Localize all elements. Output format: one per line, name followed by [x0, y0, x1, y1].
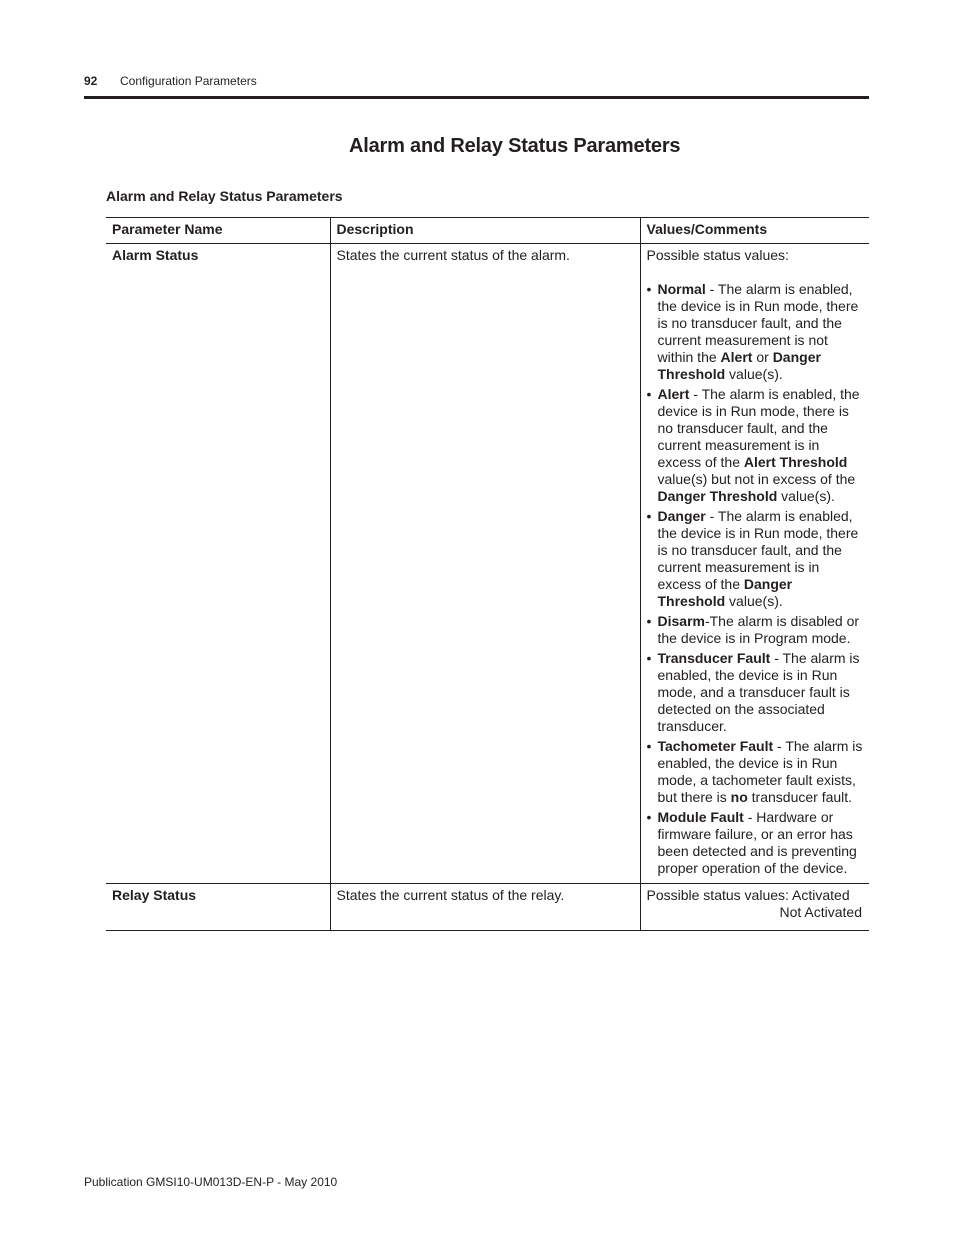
- parameter-description: States the current status of the relay.: [330, 884, 640, 931]
- status-term: Danger Threshold: [657, 488, 778, 504]
- status-term: Module Fault: [657, 809, 744, 825]
- status-term: Danger Threshold: [657, 349, 821, 382]
- column-header-description: Description: [330, 218, 640, 244]
- status-term: Transducer Fault: [657, 650, 771, 666]
- status-text: value(s).: [725, 366, 783, 382]
- status-term: Tachometer Fault: [657, 738, 774, 754]
- bullet-icon: •: [646, 809, 652, 825]
- table-row-alarm-status: [106, 244, 869, 884]
- status-text: value(s).: [777, 488, 835, 504]
- status-term: no: [730, 789, 748, 805]
- status-term: Normal: [657, 281, 706, 297]
- status-value-item: [647, 738, 864, 806]
- bullet-icon: •: [646, 613, 652, 629]
- status-term: Danger Threshold: [657, 576, 793, 609]
- status-text: or: [752, 349, 773, 365]
- status-term: Danger: [657, 508, 706, 524]
- column-header-parameter-name: Parameter Name: [106, 218, 330, 244]
- status-value-item: [647, 508, 864, 610]
- values-intro: Possible status values:: [646, 247, 789, 263]
- status-text: - The alarm is enabled, the device is in Run mode, there is no transducer fault, and the current measurement is not within the: [657, 281, 859, 365]
- status-text: -The alarm is disabled or the device is in Program mode.: [657, 613, 860, 646]
- status-text: value(s) but not in excess of the: [657, 471, 856, 487]
- column-header-values-comments: Values/Comments: [640, 218, 869, 244]
- status-value-item: [647, 613, 864, 647]
- page-number: 92: [84, 74, 98, 88]
- status-value-item: [647, 650, 864, 735]
- status-term: Alert: [720, 349, 753, 365]
- status-text: - The alarm is enabled, the device is in Run mode, and a transducer fault is detected on the associated transducer.: [657, 650, 860, 734]
- parameter-values: [640, 884, 869, 931]
- parameter-name: Relay Status: [106, 884, 330, 931]
- status-term: Alert: [657, 386, 690, 402]
- parameter-name: Alarm Status: [106, 244, 330, 884]
- parameter-values: [640, 244, 869, 884]
- status-term: Disarm: [657, 613, 705, 629]
- bullet-icon: •: [646, 281, 652, 297]
- section-title: Alarm and Relay Status Parameters: [349, 135, 681, 157]
- status-text: - The alarm is enabled, the device is in Run mode, a tachometer fault exists, but there is: [657, 738, 863, 805]
- values-line: Possible status values: Activated: [646, 887, 850, 903]
- bullet-icon: •: [646, 738, 652, 754]
- status-value-item: [647, 386, 864, 505]
- status-values-list: [647, 281, 864, 877]
- parameter-description: States the current status of the alarm.: [330, 244, 640, 884]
- table-caption: Alarm and Relay Status Parameters: [106, 188, 343, 204]
- status-term: Alert Threshold: [743, 454, 848, 470]
- status-text: - The alarm is enabled, the device is in Run mode, there is no transducer fault, and the current measurement is in excess of the: [657, 386, 860, 470]
- bullet-icon: •: [646, 386, 652, 402]
- parameters-table: [106, 217, 869, 931]
- header-rule: [84, 96, 869, 99]
- running-head: Configuration Parameters: [120, 74, 257, 88]
- status-value-item: [647, 281, 864, 383]
- bullet-icon: •: [646, 508, 652, 524]
- table-row-relay-status: [106, 884, 869, 931]
- status-text: - The alarm is enabled, the device is in Run mode, there is no transducer fault, and the current measurement is in excess of the: [657, 508, 859, 592]
- status-text: transducer fault.: [747, 789, 853, 805]
- status-value-item: [647, 809, 864, 877]
- table-header-row: [106, 218, 869, 244]
- publication-footer: Publication GMSI10-UM013D-EN-P - May 2010: [84, 1175, 338, 1189]
- bullet-icon: •: [646, 650, 652, 666]
- status-text: value(s).: [725, 593, 783, 609]
- status-text: - Hardware or firmware failure, or an error has been detected and is preventing proper operation of the device.: [657, 809, 857, 876]
- values-line: Not Activated: [779, 904, 862, 920]
